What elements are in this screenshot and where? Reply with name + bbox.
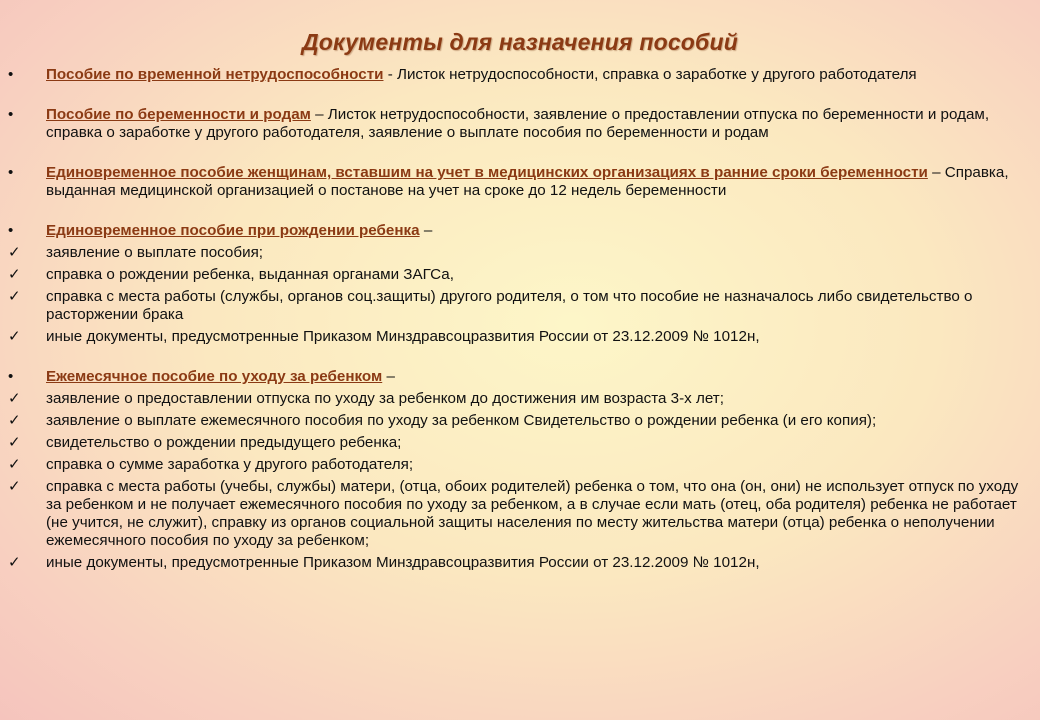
bullet-item	[8, 66, 1028, 84]
check-item-text: иные документы, предусмотренные Приказом Минздравсоцразвития России от 23.12.2009 № 1012н,	[46, 554, 760, 571]
check-item-text: свидетельство о рождении предыдущего ребенка;	[46, 434, 402, 451]
check-icon: ✓	[8, 390, 21, 407]
check-item	[8, 266, 1028, 284]
check-item	[8, 390, 1028, 408]
check-icon: ✓	[8, 554, 21, 571]
check-icon: ✓	[8, 412, 21, 429]
bullet-marker: •	[8, 66, 14, 83]
section-text: - Листок нетрудоспособности, справка о заработке у другого работодателя	[383, 66, 917, 83]
check-item	[8, 478, 1028, 550]
check-item	[8, 244, 1028, 262]
bullet-item	[8, 164, 1028, 200]
check-icon: ✓	[8, 456, 21, 473]
check-item-text: справка с места работы (учебы, службы) матери, (отца, обоих родителей) ребенка о том, что она (он, они) не использует отпуск по уходу за ребенком и не получает ежемесячного пособия по уходу за ребенком, а в случае если мать (отец, оба родителя) ребенка не работает (не учится, не служит), справку из органов социальной защиты населения по месту жительства матери (отца) ребенка о неполучении ежемесячного пособия по уходу за ребенком;	[46, 478, 1019, 549]
check-icon: ✓	[8, 244, 21, 261]
document-body	[8, 66, 1028, 572]
check-item	[8, 554, 1028, 572]
check-icon: ✓	[8, 266, 21, 283]
section-text: – Листок нетрудоспособности, заявление о предоставлении отпуска по беременности и родам, справка о заработке у другого работодателя, заявление о выплате пособия по беременности и родам	[46, 106, 990, 141]
bullet-marker: •	[8, 222, 14, 239]
section-heading: Пособие по временной нетрудоспособности	[46, 66, 384, 83]
bullet-item	[8, 368, 1028, 386]
check-item	[8, 456, 1028, 474]
section-heading: Единовременное пособие женщинам, вставшим на учет в медицинских организациях в ранние сроки беременности	[46, 164, 928, 181]
check-item	[8, 412, 1028, 430]
bullet-marker: •	[8, 106, 14, 123]
check-item-text: заявление о выплате ежемесячного пособия по уходу за ребенком Свидетельство о рождении ребенка (и его копия);	[46, 412, 877, 429]
section-text: –	[382, 368, 395, 385]
check-icon: ✓	[8, 478, 21, 495]
check-icon: ✓	[8, 328, 21, 345]
section-text: –	[419, 222, 433, 239]
section-heading: Ежемесячное пособие по уходу за ребенком	[46, 368, 383, 385]
bullet-item	[8, 106, 1028, 142]
check-item	[8, 328, 1028, 346]
check-item-text: заявление о предоставлении отпуска по уходу за ребенком до достижения им возраста 3-х лет;	[46, 390, 724, 407]
section-text: – Справка, выданная медицинской организацией о постанове на учет на сроке до 12 недель беременности	[46, 164, 1009, 199]
check-icon: ✓	[8, 288, 21, 305]
check-icon: ✓	[8, 434, 21, 451]
bullet-marker: •	[8, 164, 14, 181]
check-item-text: иные документы, предусмотренные Приказом Минздравсоцразвития России от 23.12.2009 № 1012н,	[46, 328, 760, 345]
check-item-text: справка о сумме заработка у другого работодателя;	[46, 456, 414, 473]
bullet-marker: •	[8, 368, 14, 385]
check-item	[8, 288, 1028, 324]
bullet-item	[8, 222, 1028, 240]
check-item	[8, 434, 1028, 452]
check-item-text: справка о рождении ребенка, выданная органами ЗАГСа,	[46, 266, 454, 283]
page-title: Документы для назначения пособий	[301, 29, 738, 55]
section-heading: Единовременное пособие при рождении ребенка	[46, 222, 420, 239]
section-heading: Пособие по беременности и родам	[46, 106, 311, 123]
check-item-text: заявление о выплате пособия;	[46, 244, 264, 261]
check-item-text: справка с места работы (службы, органов соц.защиты) другого родителя, о том что пособие не назначалось либо свидетельство о расторжении брака	[46, 288, 973, 323]
